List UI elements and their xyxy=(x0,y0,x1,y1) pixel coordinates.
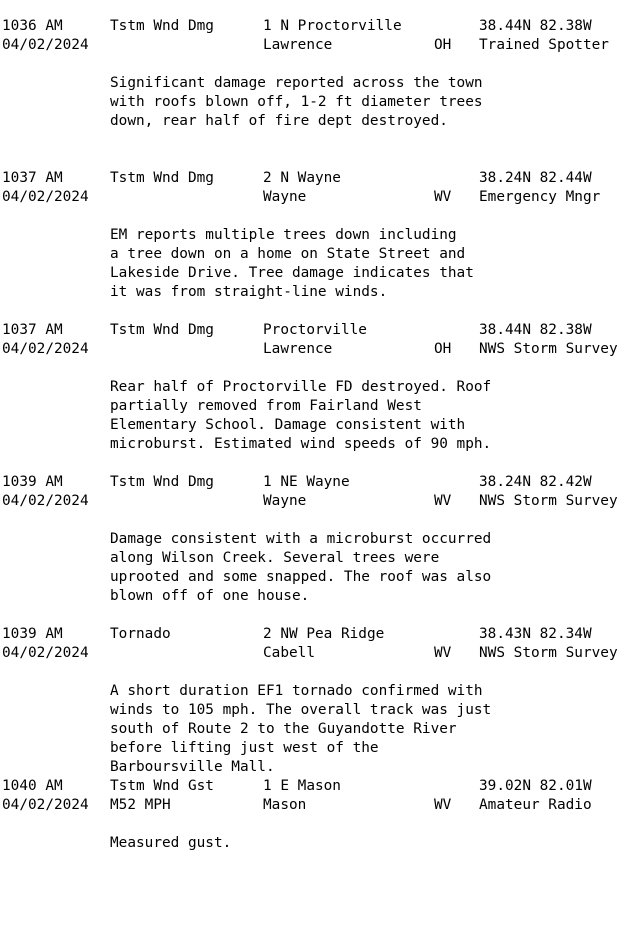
report-line-1 xyxy=(2,473,625,492)
report-lat-lon: 38.24N 82.44W xyxy=(479,170,592,186)
report-county: Wayne xyxy=(263,493,307,509)
report-line-1 xyxy=(2,625,625,644)
report-event-type: Tornado xyxy=(110,626,171,642)
report-county: Cabell xyxy=(263,645,315,661)
report-location: 2 N Wayne xyxy=(263,170,341,186)
report-line-1 xyxy=(2,321,625,340)
report-location: 2 NW Pea Ridge xyxy=(263,626,385,642)
storm-report xyxy=(2,777,625,929)
report-date: 04/02/2024 xyxy=(2,645,89,661)
report-source: Emergency Mngr xyxy=(479,189,601,205)
report-time: 1036 AM xyxy=(2,18,63,34)
report-county: Lawrence xyxy=(263,37,333,53)
report-location: 1 E Mason xyxy=(263,778,341,794)
report-date: 04/02/2024 xyxy=(2,37,89,53)
report-line-1 xyxy=(2,169,625,188)
report-line-2 xyxy=(2,644,625,663)
report-location: 1 NE Wayne xyxy=(263,474,350,490)
report-source: Trained Spotter xyxy=(479,37,609,53)
report-date: 04/02/2024 xyxy=(2,189,89,205)
report-source: Amateur Radio xyxy=(479,797,592,813)
report-location: 1 N Proctorville xyxy=(263,18,402,34)
report-state: WV xyxy=(434,797,452,813)
report-date: 04/02/2024 xyxy=(2,493,89,509)
report-line-2 xyxy=(2,796,625,815)
report-time: 1037 AM xyxy=(2,170,63,186)
report-line-1 xyxy=(2,777,625,796)
report-location: Proctorville xyxy=(263,322,367,338)
storm-report-list xyxy=(2,17,625,929)
report-state: WV xyxy=(434,645,452,661)
report-event-type: Tstm Wnd Dmg xyxy=(110,474,214,490)
report-remarks: EM reports multiple trees down including a tree down on a home on State Street and Lakeside Drive. Tree damage indicates that it was from straight-line winds. xyxy=(110,227,474,300)
report-date: 04/02/2024 xyxy=(2,341,89,357)
storm-report xyxy=(2,473,625,625)
storm-report xyxy=(2,169,625,321)
report-lat-lon: 38.43N 82.34W xyxy=(479,626,592,642)
report-line-2 xyxy=(2,36,625,55)
report-source: NWS Storm Survey xyxy=(479,341,618,357)
report-state: OH xyxy=(434,341,452,357)
report-date: 04/02/2024 xyxy=(2,797,89,813)
report-time: 1039 AM xyxy=(2,474,63,490)
report-line-2 xyxy=(2,340,625,359)
report-line-1 xyxy=(2,17,625,36)
report-state: WV xyxy=(434,493,452,509)
report-event-type: Tstm Wnd Dmg xyxy=(110,170,214,186)
report-lat-lon: 38.44N 82.38W xyxy=(479,18,592,34)
report-county: Lawrence xyxy=(263,341,333,357)
report-remarks: Rear half of Proctorville FD destroyed. Roof partially removed from Fairland West Elementary School. Damage consistent with microburst. Estimated wind speeds of 90 mph. xyxy=(110,379,492,452)
report-remarks: Significant damage reported across the town with roofs blown off, 1-2 ft diameter trees down, rear half of fire dept destroyed. xyxy=(110,75,483,129)
report-lat-lon: 38.24N 82.42W xyxy=(479,474,592,490)
report-time: 1039 AM xyxy=(2,626,63,642)
report-county: Mason xyxy=(263,797,307,813)
report-remarks: Measured gust. xyxy=(110,835,232,851)
report-time: 1037 AM xyxy=(2,322,63,338)
report-event-type: Tstm Wnd Dmg xyxy=(110,18,214,34)
report-state: WV xyxy=(434,189,452,205)
storm-report xyxy=(2,625,625,777)
report-event-type: Tstm Wnd Dmg xyxy=(110,322,214,338)
report-remarks: A short duration EF1 tornado confirmed with winds to 105 mph. The overall track was just south of Route 2 to the Guyandotte River before lifting just west of the Barboursville Mall. xyxy=(110,683,492,775)
report-county: Wayne xyxy=(263,189,307,205)
report-time: 1040 AM xyxy=(2,778,63,794)
report-magnitude: M52 MPH xyxy=(110,797,171,813)
report-source: NWS Storm Survey xyxy=(479,645,618,661)
report-lat-lon: 39.02N 82.01W xyxy=(479,778,592,794)
storm-report xyxy=(2,321,625,473)
report-state: OH xyxy=(434,37,452,53)
report-line-2 xyxy=(2,492,625,511)
report-line-2 xyxy=(2,188,625,207)
storm-report xyxy=(2,17,625,169)
report-lat-lon: 38.44N 82.38W xyxy=(479,322,592,338)
report-source: NWS Storm Survey xyxy=(479,493,618,509)
report-event-type: Tstm Wnd Gst xyxy=(110,778,214,794)
report-remarks: Damage consistent with a microburst occurred along Wilson Creek. Several trees were uprooted and some snapped. The roof was also blown off of one house. xyxy=(110,531,492,604)
